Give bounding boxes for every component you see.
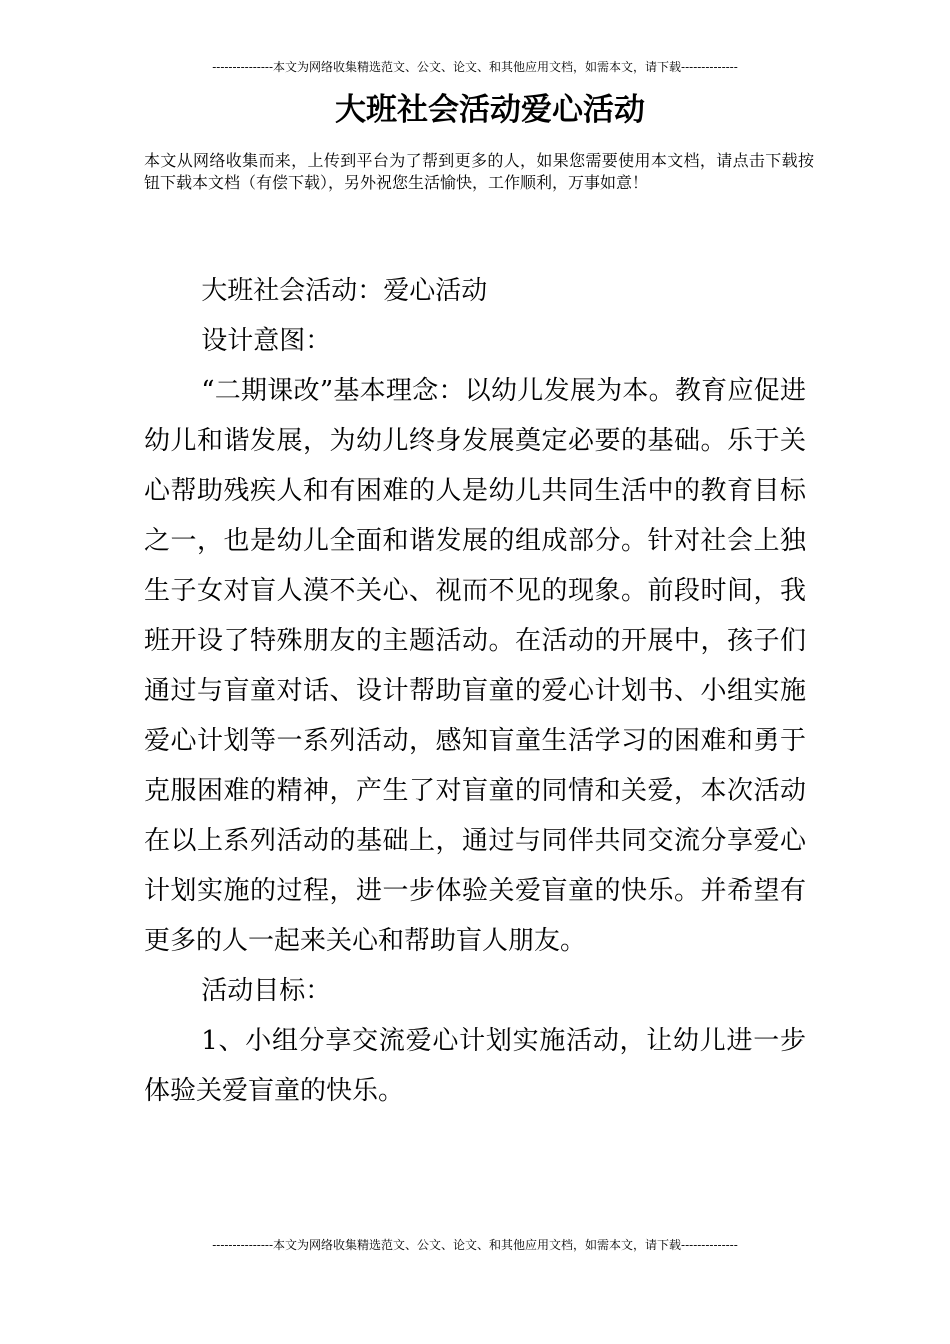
page-footer-running-text: ---------------本文为网络收集精选范文、公文、论文、和其他应用文档，如需本文，请下载--------------	[212, 1238, 738, 1252]
section-heading-activity: 大班社会活动：爱心活动	[201, 276, 488, 306]
page-header-running-text: ---------------本文为网络收集精选范文、公文、论文、和其他应用文档，如需本文，请下载--------------	[212, 60, 738, 74]
body-paragraph-design-intent: “二期课改”基本理念：以幼儿发展为本。教育应促进幼儿和谐发展，为幼儿终身发展奠定必要的基础。乐于关心帮助残疾人和有困难的人是幼儿共同生活中的教育目标之一，也是幼儿全面和谐发展的组成部分。针对社会上独生子女对盲人漠不关心、视而不见的现象。前段时间，我班开设了特殊朋友的主题活动。在活动的开展中，孩子们通过与盲童对话、设计帮助盲童的爱心计划书、小组实施爱心计划等一系列活动，感知盲童生活学习的困难和勇于克服困难的精神，产生了对盲童的同情和关爱，本次活动在以上系列活动的基础上，通过与同伴共同交流分享爱心计划实施的过程，进一步体验关爱盲童的快乐。并希望有更多的人一起来关心和帮助盲人朋友。	[144, 376, 806, 956]
section-heading-objectives: 活动目标：	[201, 976, 332, 1006]
download-notice: 本文从网络收集而来，上传到平台为了帮到更多的人，如果您需要使用本文档，请点击下载按钮下载本文档（有偿下载），另外祝您生活愉快，工作顺利，万事如意！	[144, 151, 814, 192]
section-heading-design-intent: 设计意图：	[201, 326, 332, 356]
document-body	[144, 266, 806, 1116]
body-paragraph-objective-1: 1、小组分享交流爱心计划实施活动，让幼儿进一步体验关爱盲童的快乐。	[144, 1026, 806, 1106]
document-title: 大班社会活动爱心活动	[335, 92, 645, 128]
